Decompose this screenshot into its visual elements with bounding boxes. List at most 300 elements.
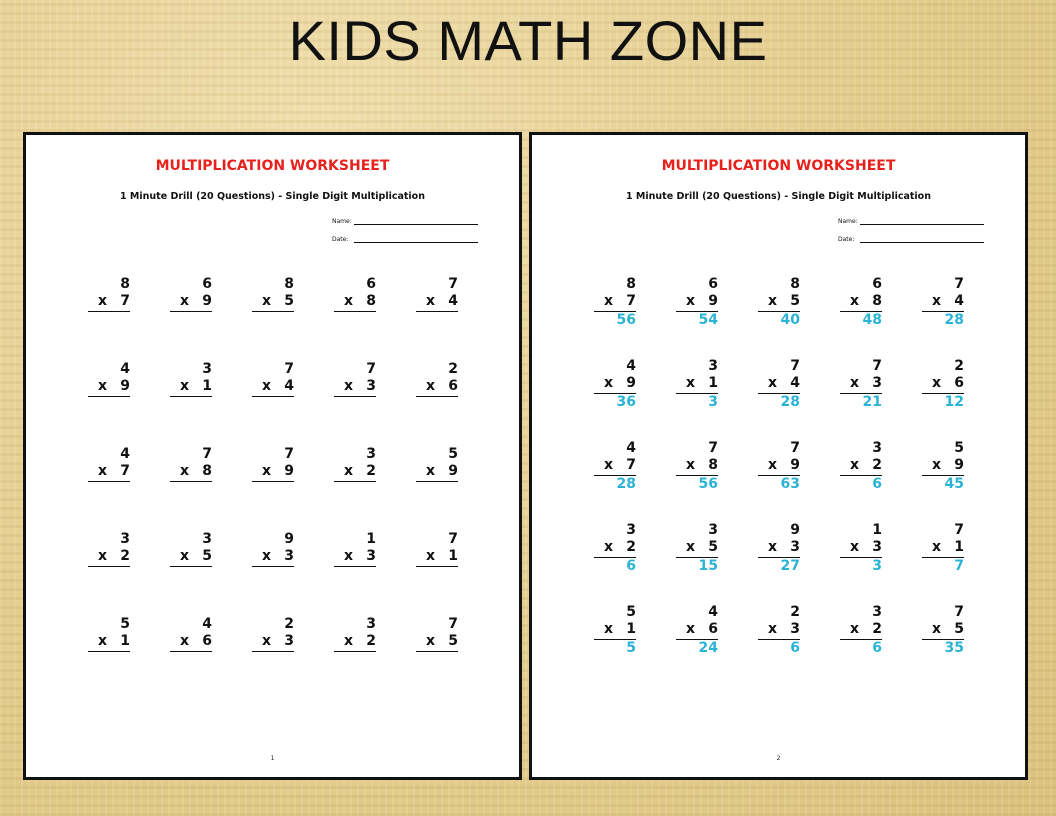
times-sign: x: [98, 463, 108, 479]
multiplier-row: [170, 463, 212, 480]
answer: 24: [698, 640, 718, 656]
answer: 56: [698, 476, 718, 492]
answer: 28: [780, 394, 800, 410]
multiplier: 7: [626, 293, 636, 309]
multiplier: 3: [790, 539, 800, 555]
multiplier: 2: [120, 548, 130, 564]
page-number: 1: [270, 755, 275, 762]
answer: 3: [872, 558, 882, 574]
problem-12: [170, 446, 212, 531]
times-sign: x: [262, 378, 272, 394]
times-sign: x: [426, 378, 436, 394]
problem-3: [758, 276, 800, 358]
worksheet-page-2: [529, 132, 1028, 780]
multiplicand: 3: [708, 522, 718, 538]
multiplicand: 1: [366, 531, 376, 547]
name-label: Name:: [838, 218, 858, 225]
multiplier-row: [170, 378, 212, 395]
multiplier: 5: [708, 539, 718, 555]
multiplier-row: [252, 463, 294, 480]
problem-17: [170, 531, 212, 616]
multiplier-row: [88, 463, 130, 480]
problem-23: [758, 604, 800, 686]
multiplicand: 3: [202, 361, 212, 377]
multiplier: 9: [626, 375, 636, 391]
problem-2: [170, 276, 212, 361]
multiplier: 9: [284, 463, 294, 479]
multiplier: 5: [448, 633, 458, 649]
answer: 28: [616, 476, 636, 492]
answer-line: [416, 396, 458, 397]
multiplicand: 7: [790, 440, 800, 456]
name-line[interactable]: [354, 217, 478, 225]
multiplier: 8: [202, 463, 212, 479]
multiplier: 7: [626, 457, 636, 473]
problem-16: [88, 531, 130, 616]
times-sign: x: [262, 293, 272, 309]
answer-line: [252, 481, 294, 482]
multiplicand: 3: [626, 522, 636, 538]
answer-line: [334, 651, 376, 652]
multiplier-row: [758, 539, 800, 556]
times-sign: x: [850, 375, 860, 391]
answer-line: [334, 311, 376, 312]
times-sign: x: [604, 457, 614, 473]
multiplier-row: [170, 633, 212, 650]
multiplier-row: [594, 457, 636, 474]
times-sign: x: [426, 463, 436, 479]
multiplier-row: [758, 457, 800, 474]
multiplier: 9: [448, 463, 458, 479]
multiplier-row: [758, 375, 800, 392]
problem-18: [252, 531, 294, 616]
multiplicand: 3: [708, 358, 718, 374]
multiplier: 8: [708, 457, 718, 473]
multiplier: 1: [448, 548, 458, 564]
multiplier: 8: [366, 293, 376, 309]
times-sign: x: [344, 548, 354, 564]
answer: 7: [954, 558, 964, 574]
multiplier: 1: [120, 633, 130, 649]
problem-5: [416, 276, 458, 361]
problem-17: [676, 522, 718, 604]
multiplicand: 6: [202, 276, 212, 292]
problem-25: [416, 616, 458, 701]
answer-line: [334, 396, 376, 397]
answer: 56: [616, 312, 636, 328]
multiplier: 4: [790, 375, 800, 391]
answer-line: [170, 481, 212, 482]
times-sign: x: [262, 633, 272, 649]
multiplier-row: [416, 463, 458, 480]
problem-19: [840, 522, 882, 604]
answer: 21: [862, 394, 882, 410]
times-sign: x: [180, 463, 190, 479]
page-number: 2: [776, 755, 781, 762]
answer-line: [416, 311, 458, 312]
multiplier: 4: [448, 293, 458, 309]
times-sign: x: [262, 463, 272, 479]
multiplier: 6: [708, 621, 718, 637]
date-label: Date:: [838, 236, 855, 243]
multiplicand: 4: [626, 440, 636, 456]
worksheet-subtitle: 1 Minute Drill (20 Questions) - Single Digit Multiplication: [626, 191, 931, 202]
problem-2: [676, 276, 718, 358]
multiplier-row: [676, 539, 718, 556]
times-sign: x: [604, 293, 614, 309]
answer: 15: [698, 558, 718, 574]
answer-line: [334, 481, 376, 482]
multiplier: 5: [202, 548, 212, 564]
times-sign: x: [426, 548, 436, 564]
multiplicand: 3: [366, 616, 376, 632]
problem-19: [334, 531, 376, 616]
times-sign: x: [426, 633, 436, 649]
multiplier-row: [170, 548, 212, 565]
answer: 36: [616, 394, 636, 410]
multiplier-row: [840, 293, 882, 310]
problem-11: [594, 440, 636, 522]
problem-25: [922, 604, 964, 686]
answer: 48: [862, 312, 882, 328]
times-sign: x: [768, 539, 778, 555]
multiplier-row: [334, 293, 376, 310]
multiplicand: 5: [120, 616, 130, 632]
multiplier: 3: [790, 621, 800, 637]
multiplicand: 7: [202, 446, 212, 462]
answer: 6: [872, 640, 882, 656]
problem-5: [922, 276, 964, 358]
times-sign: x: [180, 293, 190, 309]
multiplicand: 7: [708, 440, 718, 456]
answer-line: [416, 566, 458, 567]
problem-15: [416, 446, 458, 531]
times-sign: x: [98, 293, 108, 309]
multiplicand: 3: [872, 604, 882, 620]
multiplier: 7: [120, 293, 130, 309]
multiplicand: 6: [708, 276, 718, 292]
times-sign: x: [850, 293, 860, 309]
answer-line: [170, 311, 212, 312]
problem-12: [676, 440, 718, 522]
problem-15: [922, 440, 964, 522]
multiplicand: 4: [626, 358, 636, 374]
times-sign: x: [180, 548, 190, 564]
multiplier-row: [88, 378, 130, 395]
problem-24: [334, 616, 376, 701]
problem-14: [334, 446, 376, 531]
answer-line: [88, 311, 130, 312]
multiplicand: 7: [448, 531, 458, 547]
multiplier-row: [594, 293, 636, 310]
multiplier: 1: [954, 539, 964, 555]
problem-13: [252, 446, 294, 531]
multiplier: 3: [366, 378, 376, 394]
multiplicand: 3: [120, 531, 130, 547]
multiplier-row: [334, 548, 376, 565]
problem-21: [88, 616, 130, 701]
multiplier: 1: [626, 621, 636, 637]
multiplier: 5: [790, 293, 800, 309]
multiplier-row: [758, 621, 800, 638]
times-sign: x: [686, 293, 696, 309]
problem-3: [252, 276, 294, 361]
multiplier-row: [922, 457, 964, 474]
date-label: Date:: [332, 236, 349, 243]
problem-10: [416, 361, 458, 446]
times-sign: x: [180, 633, 190, 649]
answer-line: [252, 651, 294, 652]
multiplicand: 4: [120, 446, 130, 462]
multiplicand: 4: [202, 616, 212, 632]
problem-9: [840, 358, 882, 440]
banner-title: KIDS MATH ZONE: [288, 9, 768, 72]
times-sign: x: [344, 293, 354, 309]
multiplicand: 6: [872, 276, 882, 292]
multiplier: 1: [708, 375, 718, 391]
multiplicand: 9: [790, 522, 800, 538]
answer: 40: [780, 312, 800, 328]
problem-14: [840, 440, 882, 522]
multiplier: 4: [284, 378, 294, 394]
problem-4: [334, 276, 376, 361]
multiplier-row: [594, 375, 636, 392]
problem-4: [840, 276, 882, 358]
times-sign: x: [98, 548, 108, 564]
times-sign: x: [850, 621, 860, 637]
multiplier-row: [840, 539, 882, 556]
multiplier-row: [170, 293, 212, 310]
answer-line: [88, 651, 130, 652]
answer: 27: [780, 558, 800, 574]
times-sign: x: [686, 457, 696, 473]
multiplier-row: [88, 548, 130, 565]
multiplier-row: [676, 457, 718, 474]
multiplicand: 3: [366, 446, 376, 462]
multiplier: 2: [366, 633, 376, 649]
times-sign: x: [850, 457, 860, 473]
answer-line: [170, 566, 212, 567]
answer: 54: [698, 312, 718, 328]
multiplicand: 7: [284, 361, 294, 377]
multiplicand: 7: [448, 276, 458, 292]
answer: 28: [944, 312, 964, 328]
multiplier-row: [758, 293, 800, 310]
problem-9: [334, 361, 376, 446]
times-sign: x: [686, 621, 696, 637]
multiplier: 8: [872, 293, 882, 309]
multiplicand: 8: [284, 276, 294, 292]
name-line[interactable]: [860, 217, 984, 225]
times-sign: x: [604, 375, 614, 391]
times-sign: x: [180, 378, 190, 394]
multiplier: 3: [872, 375, 882, 391]
problem-23: [252, 616, 294, 701]
times-sign: x: [344, 378, 354, 394]
multiplier-row: [840, 621, 882, 638]
times-sign: x: [768, 457, 778, 473]
problem-8: [252, 361, 294, 446]
multiplier-row: [334, 378, 376, 395]
answer-line: [88, 481, 130, 482]
multiplier-row: [416, 378, 458, 395]
multiplier-row: [922, 539, 964, 556]
multiplier: 3: [284, 548, 294, 564]
problem-22: [676, 604, 718, 686]
multiplicand: 2: [284, 616, 294, 632]
multiplicand: 3: [872, 440, 882, 456]
multiplicand: 7: [284, 446, 294, 462]
worksheet-title: MULTIPLICATION WORKSHEET: [155, 158, 390, 174]
multiplicand: 5: [954, 440, 964, 456]
multiplicand: 7: [954, 604, 964, 620]
date-field[interactable]: [838, 235, 984, 243]
multiplier-row: [416, 633, 458, 650]
date-line[interactable]: [354, 235, 478, 243]
multiplier: 9: [954, 457, 964, 473]
multiplicand: 7: [954, 276, 964, 292]
multiplier-row: [922, 621, 964, 638]
multiplicand: 4: [120, 361, 130, 377]
answer: 45: [944, 476, 964, 492]
multiplicand: 8: [120, 276, 130, 292]
multiplier: 3: [284, 633, 294, 649]
date-line[interactable]: [860, 235, 984, 243]
multiplier-row: [252, 548, 294, 565]
multiplier: 6: [202, 633, 212, 649]
multiplier: 5: [954, 621, 964, 637]
problem-7: [676, 358, 718, 440]
answer-line: [170, 396, 212, 397]
multiplier-row: [594, 621, 636, 638]
multiplicand: 7: [448, 616, 458, 632]
worksheet-subtitle: 1 Minute Drill (20 Questions) - Single Digit Multiplication: [120, 191, 425, 202]
multiplier: 6: [954, 375, 964, 391]
multiplicand: 6: [366, 276, 376, 292]
times-sign: x: [768, 621, 778, 637]
times-sign: x: [768, 375, 778, 391]
name-field[interactable]: [838, 217, 984, 225]
multiplier-row: [416, 293, 458, 310]
multiplicand: 4: [708, 604, 718, 620]
multiplier-row: [334, 463, 376, 480]
multiplier: 9: [790, 457, 800, 473]
answer: 12: [944, 394, 964, 410]
problem-22: [170, 616, 212, 701]
problem-16: [594, 522, 636, 604]
times-sign: x: [98, 633, 108, 649]
problem-1: [88, 276, 130, 361]
date-field[interactable]: [332, 235, 478, 243]
problem-1: [594, 276, 636, 358]
multiplicand: 1: [872, 522, 882, 538]
multiplier: 2: [626, 539, 636, 555]
multiplicand: 7: [954, 522, 964, 538]
problem-grid: [594, 276, 1004, 686]
multiplier-row: [676, 293, 718, 310]
multiplicand: 5: [448, 446, 458, 462]
times-sign: x: [686, 375, 696, 391]
multiplier-row: [334, 633, 376, 650]
multiplier: 4: [954, 293, 964, 309]
times-sign: x: [768, 293, 778, 309]
multiplier-row: [252, 633, 294, 650]
times-sign: x: [426, 293, 436, 309]
multiplier: 5: [284, 293, 294, 309]
times-sign: x: [932, 457, 942, 473]
multiplier: 2: [872, 621, 882, 637]
answer: 5: [626, 640, 636, 656]
problem-8: [758, 358, 800, 440]
multiplicand: 5: [626, 604, 636, 620]
answer: 6: [790, 640, 800, 656]
multiplier: 6: [448, 378, 458, 394]
times-sign: x: [686, 539, 696, 555]
problem-20: [922, 522, 964, 604]
problem-11: [88, 446, 130, 531]
worksheet-title: MULTIPLICATION WORKSHEET: [661, 158, 896, 174]
multiplier: 1: [202, 378, 212, 394]
answer-line: [170, 651, 212, 652]
answer-line: [416, 481, 458, 482]
problem-18: [758, 522, 800, 604]
multiplicand: 7: [790, 358, 800, 374]
multiplier-row: [840, 375, 882, 392]
times-sign: x: [604, 539, 614, 555]
multiplicand: 2: [954, 358, 964, 374]
multiplier: 3: [366, 548, 376, 564]
times-sign: x: [344, 633, 354, 649]
multiplicand: 7: [872, 358, 882, 374]
problem-grid: [88, 276, 498, 701]
answer-line: [252, 311, 294, 312]
multiplier-row: [252, 293, 294, 310]
answer-line: [88, 566, 130, 567]
times-sign: x: [932, 621, 942, 637]
times-sign: x: [932, 293, 942, 309]
multiplier-row: [88, 633, 130, 650]
multiplicand: 2: [790, 604, 800, 620]
multiplier-row: [922, 293, 964, 310]
multiplier-row: [416, 548, 458, 565]
multiplier-row: [252, 378, 294, 395]
problem-24: [840, 604, 882, 686]
multiplicand: 2: [448, 361, 458, 377]
problem-7: [170, 361, 212, 446]
multiplier: 9: [708, 293, 718, 309]
multiplier: 2: [872, 457, 882, 473]
multiplicand: 9: [284, 531, 294, 547]
answer-line: [252, 566, 294, 567]
times-sign: x: [850, 539, 860, 555]
problem-20: [416, 531, 458, 616]
name-field[interactable]: [332, 217, 478, 225]
answer: 6: [872, 476, 882, 492]
multiplier: 9: [202, 293, 212, 309]
problem-6: [88, 361, 130, 446]
times-sign: x: [604, 621, 614, 637]
answer: 6: [626, 558, 636, 574]
name-label: Name:: [332, 218, 352, 225]
multiplier-row: [922, 375, 964, 392]
times-sign: x: [262, 548, 272, 564]
answer-line: [334, 566, 376, 567]
multiplicand: 7: [366, 361, 376, 377]
multiplicand: 3: [202, 531, 212, 547]
problem-6: [594, 358, 636, 440]
times-sign: x: [932, 539, 942, 555]
answer-line: [252, 396, 294, 397]
